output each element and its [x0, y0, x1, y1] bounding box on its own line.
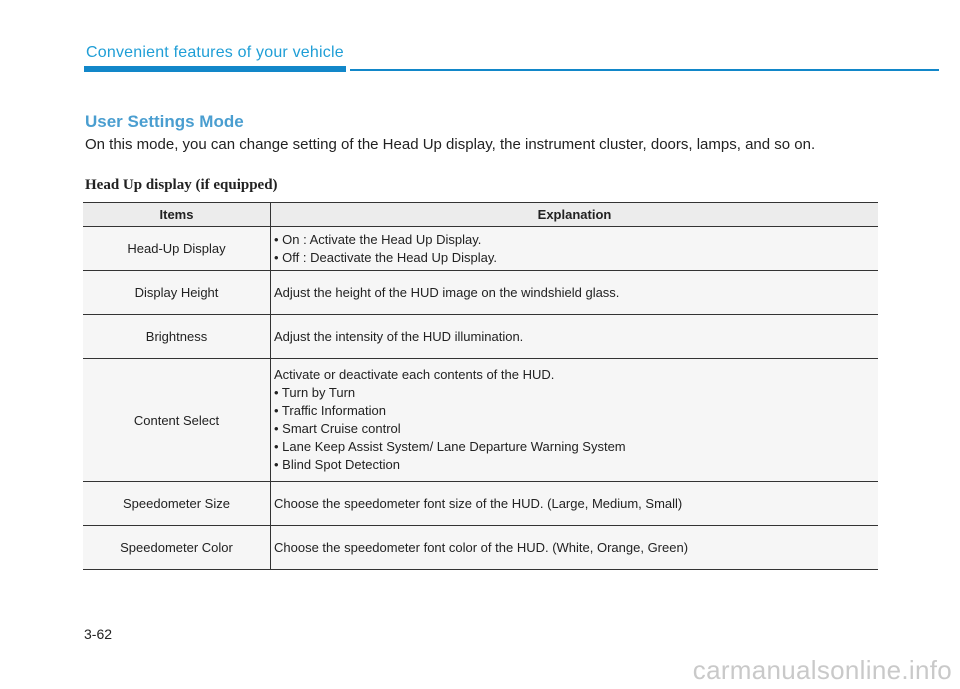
section-title: User Settings Mode [85, 112, 244, 131]
explanation-line: Choose the speedometer font size of the HUD. (Large, Medium, Small) [274, 495, 683, 511]
explanation-line: • Lane Keep Assist System/ Lane Departure Warning System [274, 439, 626, 454]
item-cell: Display Height [83, 271, 271, 315]
explanation-line: Activate or deactivate each contents of the HUD. [274, 367, 555, 382]
table-row [83, 482, 878, 526]
table-row [83, 359, 878, 482]
header-rule-thick [84, 66, 346, 72]
explanation-cell [271, 227, 879, 271]
explanation-line: • Blind Spot Detection [274, 457, 400, 472]
table-header-row [83, 203, 878, 227]
explanation-line: Adjust the intensity of the HUD illumination. [274, 328, 524, 344]
subsection-title: Head Up display (if equipped) [85, 177, 278, 193]
explanation-cell [271, 359, 879, 482]
explanation-cell [271, 315, 879, 359]
explanation-cell [271, 482, 879, 526]
table-row [83, 227, 878, 271]
table-row [83, 315, 878, 359]
item-cell: Speedometer Size [83, 482, 271, 526]
item-cell: Speedometer Color [83, 526, 271, 570]
chapter-title: Convenient features of your vehicle [86, 44, 344, 61]
explanation-line: • On : Activate the Head Up Display. [274, 231, 482, 247]
explanation-line: • Smart Cruise control [274, 421, 401, 436]
explanation-cell [271, 526, 879, 570]
explanation-line: • Turn by Turn [274, 385, 356, 400]
header-rule-thin [350, 69, 939, 71]
table-row [83, 526, 878, 570]
settings-table [83, 202, 878, 570]
page-number: 3-62 [84, 626, 113, 642]
item-cell: Content Select [83, 359, 271, 482]
watermark: carmanualsonline.info [692, 655, 952, 685]
explanation-line: • Traffic Information [274, 403, 386, 418]
explanation-line: Adjust the height of the HUD image on the windshield glass. [274, 284, 620, 300]
column-header-items: Items [83, 203, 271, 227]
explanation-line: Choose the speedometer font color of the HUD. (White, Orange, Green) [274, 539, 689, 555]
explanation-cell [271, 271, 879, 315]
column-header-explanation: Explanation [271, 203, 879, 227]
explanation-line: • Off : Deactivate the Head Up Display. [274, 249, 498, 265]
intro-paragraph: On this mode, you can change setting of the Head Up display, the instrument cluster, doors, lamps, and so on. [85, 136, 816, 153]
item-cell: Head-Up Display [83, 227, 271, 271]
item-cell: Brightness [83, 315, 271, 359]
table-row [83, 271, 878, 315]
